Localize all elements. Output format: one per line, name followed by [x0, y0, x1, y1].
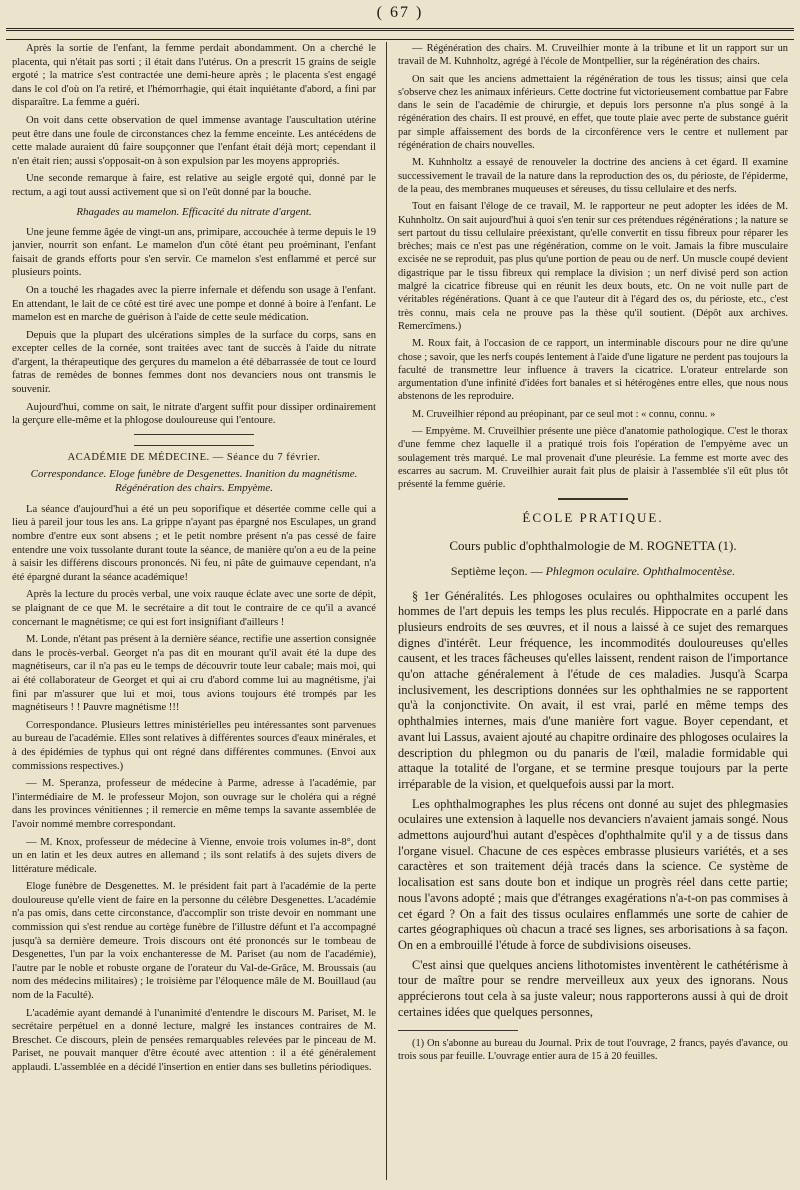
paragraph: M. Cruveilhier répond au préopinant, par ce seul mot : « connu, connu. »	[412, 408, 716, 420]
column-divider	[386, 42, 387, 1180]
paragraph: L'académie ayant demandé à l'unanimité d'entendre le discours M. Pariset, M. le secrétaire perpétuel en a donné lecture, malgré les instances contraires de M. Breschet. Ce discours, plein de pensées remarquables relevées par le pinceau de M. Pariset, ne pouvait manquer d'être écouté avec attention : il a été généralement applaudi. L'assemblée en a décidé l'insertion en entier dans ses bulletins périodiques.	[12, 1007, 376, 1073]
paragraph: On sait que les anciens admettaient la régénération de tous les tissus; ainsi que cela s'observe chez les animaux inférieurs. Cette doctrine fut victorieusement combattue par Fabre dans le sein de l'académie de chirurgie, et depuis lors personne n'a plus songé à la régénération des chairs. Il est prouvé, en effet, que toute plaie avec perte de substance guérit par simple affaissement des bords de la circonférence vers le centre et nullement par régénération de chairs nouvelles.	[398, 73, 788, 152]
page-number: ( 67 )	[376, 4, 424, 21]
paragraph: La séance d'aujourd'hui a été un peu soporifique et désertée comme celle qui a lieu à pareil jour tous les ans. La grippe n'ayant pas épargné nos Esculapes, un grand nombre d'entre eux sont absens ; et le petit nombre présent n'a pas cessé de faire entendre une voix tussolante durant toute la séance, de manière qu'on a eu de la peine à saisir les différens discours prononcés. Ni feu, ni pâte de guimauve cependant, n'a été épargné durant la séance académique!	[12, 503, 376, 583]
left-column	[12, 42, 376, 1182]
session-summary: Correspondance. Eloge funèbre de Desgenettes. Inanition du magnétisme. Régénération des chairs. Empyème.	[30, 467, 358, 494]
lecture-body	[398, 589, 788, 1021]
paragraph: Après la lecture du procès verbal, une voix rauque éclate avec une sorte de dépit, se plaignant de ce que M. le secrétaire a dit tout le contraire de ce qu'il a avancé concernant le magnétisme; ce qui est fort insignifiant d'ailleurs !	[12, 589, 376, 628]
paragraph: On voit dans cette observation de quel immense avantage l'auscultation utérine peut être dans une foule de circonstances chez la femme enceinte. Les antécédens de cette malade auraient dû faire soupçonner que l'enfant était déjà mort; cependant il n'en était rien; aussi s'opposait-on à son expulsion par les moyens appropriés.	[12, 114, 376, 167]
paragraph: Une seconde remarque à faire, est relative au seigle ergoté qui, donné par le rectum, a agi tout aussi activement que si on l'eût donné par la bouche.	[12, 173, 376, 198]
ornament-rule	[558, 498, 628, 500]
paragraph: — Empyème. M. Cruveilhier présente une pièce d'anatomie pathologique. C'est le thorax d'une femme chez laquelle il a pratiqué trois fois l'opération de l'empyème avec un soulagement très marqué. Le mal provenait d'une pleurésie. La femme est morte avec des escarres au sacrum. M. Cruveilhier aurait fait plus de plaisir à l'assemblée s'il eût plus tôt présenté la femme guérie.	[398, 426, 788, 491]
session-heading: ACADÉMIE DE MÉDECINE. — Séance du 7 février.	[67, 451, 321, 463]
paragraph: — M. Knox, professeur de médecine à Vienne, envoie trois volumes in-8°, dont un en latin et les deux autres en allemand ; ils sont relatifs à des sujets divers de littérature médicale.	[12, 836, 376, 875]
paragraph: C'est ainsi que quelques anciens lithotomistes inventèrent le cathétérisme à tour de maître pour se rendre merveilleux aux yeux des ignorans. Nous apprécierons tout cela à sa juste valeur; nous rapporterons aussi à qui de droit certaines idées que quelques personnes,	[398, 957, 788, 1019]
paragraph: M. Londe, n'étant pas présent à la dernière séance, rectifie une assertion consignée dans le procès-verbal. Georget n'a pas dit en mourant qu'il avait été la dupe des magnétiseurs, car il n'a pas eu le temps de découvrir toute leur cabale; mais moi, qui ai été collaborateur de Georget et qui ai cru d'abord comme lui au magnétisme, j'ai fini par m'assurer que lui et moi, tous avions toujours été trompés par les magnétiseurs ! ! Pauvre magnétisme !!!	[12, 634, 376, 714]
paragraph: — M. Speranza, professeur de médecine à Parme, adresse à l'académie, par l'intermédiaire de M. le professeur Mojon, son ouvrage sur le choléra qui a régné dans les provinces vénitiennes ; il remercie en même temps la savante assemblée de l'avoir nommé membre correspondant.	[12, 778, 376, 830]
paragraph: Depuis que la plupart des ulcérations simples de la surface du corps, sans en excepter celles de la cornée, sont traitées avec tant de succès à l'aide du nitrate d'argent, la thérapeutique des gerçures du mamelon a été débarrassée de tout ce lourd fatras de remèdes de bonnes femmes dont nos devanciers nous ont transmis le souvenir.	[12, 329, 376, 396]
paragraph: Après la sortie de l'enfant, la femme perdait abondamment. On a cherché le placenta, qui n'était pas sorti ; il était dans l'utérus. On a prescrit 15 grains de seigle ergoté ; la matrice s'est contractée une demi-heure après ; le placenta s'est engagé dans le col d'où on l'a retiré, et l'hémorrhagie, qui était inquiétante d'abord, a fini par disparaître. La femme a guéri.	[12, 43, 376, 109]
paragraph: Une jeune femme âgée de vingt-un ans, primipare, accouchée à terme depuis le 19 janvier, nourrit son enfant. Le mamelon d'un côté étant peu proéminant, l'enfant faisait de grands efforts pour s'en servir. Ce mamelon s'est enflammé et percé sur plusieurs points.	[12, 226, 376, 279]
paragraph: § 1er Généralités. Les phlogoses oculaires ou ophthalmites occupent les hommes de l'art depuis les temps les plus reculés. Hippocrate en a parlé dans plusieurs endroits de ses œuvres, et il nous a laissé à ce sujet des remarques dignes d'intérêt. Leur fréquence, les incommodités douloureuses qu'elles causent, et les traces fâcheuses qu'elles laissent, rendent raison de l'importance qu'on attache généralement à l'étude de ces maladies. Jusqu'à Scarpa inclusivement, les descriptions données sur les ophthalmies ne se rapportent qu'à la conjonctivite. On avait, il est vrai, parlé en même temps des ophthalmies internes, mais d'une manière fort vague. Boyer cependant, et avant lui Lassus, avaient ajouté au chapitre ordinaire des phlogoses oculaires la description du phlegmon ou du panaris de l'œil, maladie formidable qui attaque la totalité de l'organe, et se termine presque toujours par la perte irréparable de la vision, et quelquefois aussi par la mort.	[398, 588, 788, 791]
paragraph: Correspondance. Plusieurs lettres ministérielles peu intéressantes sont parvenues au bureau de l'académie. Elles sont relatives à différentes sources d'eaux minérales, et à des épidémies de typhus qui ont régné dans différentes communes. (Envoi aux commissions respectives.)	[12, 719, 376, 772]
paragraph: Aujourd'hui, comme on sait, le nitrate d'argent suffit pour dissiper ordinairement la gerçure elle-même et la phlogose douloureuse qui l'entoure.	[12, 401, 376, 427]
lecture-title	[398, 564, 788, 579]
paragraph: M. Kuhnholtz a essayé de renouveler la doctrine des anciens à cet égard. Il examine successivement le travail de la nature dans la reproduction des os, du périoste, de l'épiderme, de la peau, des membranes muqueuses et séreuses, du tissu cellulaire et des nerfs.	[398, 157, 788, 195]
paragraph: Eloge funèbre de Desgenettes. M. le président fait part à l'académie de la perte douloureuse qu'elle vient de faire en la personne du célèbre Desgenettes. L'académie n'a pas omis, dans cette circonstance, d'accomplir son triste devoir en nommant une commission qui s'est rendue au cortège funèbre de l'illustre défunt et l'a accompagné jusqu'à sa dernière demeure. Trois discours ont été prononcés sur le tombeau de Desgenettes, l'un par la voix enchanteresse de M. Pariset (au nom de l'académie), l'autre par le noble et robuste organe de l'orateur du Val-de-Grâce, M. Broussais (au nom des médecins militaires) ; le troisième par l'éloquence mâle de M. Bouillaud (au nom de la Faculté).	[12, 881, 376, 1002]
paragraph: Tout en faisant l'éloge de ce travail, M. le rapporteur ne peut adopter les idées de M. Kuhnholtz. On sait aujourd'hui à quoi s'en tenir sur ces prétendues régénérations ; la nature se sert partout du tissu cellulaire préexistant, qu'elle convertit en tissu fibreux pour réparer les brèches; mais ce n'est pas une régénération, comme on le voit. Jamais la fibre musculaire excisée ne se reproduit, pas plus qu'une portion de peau ou de nerf. Un muscle coupé devient digastrique par le tissu fibreux qui remplace la division ; un nerf divisé perd son action malgré la cicatrice fibreuse qui en réunit les deux bouts, etc. On ne voit nulle part de véritables régénérations. Quant à ce que l'auteur dit à l'égard des os, du périoste, etc., c'est très connu, mais cela ne prouve pas la thèse qu'il soutient. (Dépôt aux archives. Remercîmens.)	[398, 201, 788, 332]
paragraph: — Régénération des chairs. M. Cruveilhier monte à la tribune et lit un rapport sur un travail de M. Kuhnholtz, agrégé à l'école de Montpellier, sur la régénération des chairs.	[398, 43, 788, 68]
ornament-rule	[134, 434, 254, 446]
course-title: Cours public d'ophthalmologie de M. ROGNETTA (1).	[449, 537, 737, 553]
header-rule	[6, 28, 794, 40]
paragraph: Les ophthalmographes les plus récens ont donné au sujet des phlegmasies oculaires une extension à laquelle nos devanciers n'avaient jamais songé. Nous admettons aujourd'hui autant d'espèces d'ophthalmite qu'il y a de tissus dans l'organe visuel. Chacune de ces espèces embrasse plusieurs variétés, et a ses caractères et son traitement déjà tracés dans la science. Ce système de localisation est sans doute bon et indique un progrès réel dans cette partie; nous l'avons adopté ; mais que d'étranges exagérations n'a-t-on pas commises à cet égard ? On a fait des tissus oculaires enflammés une sorte de cahier de cartes géographiques où chacun a tracé ses lignes, ses arborisations à sa façon. On en a embrouillé l'étude à force de subdivisions oiseuses.	[398, 796, 788, 952]
footnote: (1) On s'abonne au bureau du Journal. Prix de tout l'ouvrage, 2 francs, payés d'avance, ou trois sous par feuille. L'ouvrage entier aura de 15 à 20 feuilles.	[398, 1038, 788, 1063]
paragraph: M. Roux fait, à l'occasion de ce rapport, un interminable discours pour ne dire qu'une chose ; savoir, que les nerfs coupés lentement à l'aide d'une ligature ne perdent pas toujours la faculté de transmettre leur influence à travers la cicatrice. L'orateur entrelarde son argumentation d'une infinité d'idées fort banales et si hétérogènes entre elles, que nous nous abstenons de les reproduire.	[398, 338, 788, 403]
section-title: ÉCOLE PRATIQUE.	[522, 509, 664, 525]
footnote-rule	[398, 1030, 518, 1031]
right-column	[398, 42, 788, 1182]
paragraph: On a touché les rhagades avec la pierre infernale et défendu son usage à l'enfant. En attendant, le lait de ce côté est tiré avec une pompe et donné à boire à l'enfant. Le mamelon est en marche de guérison à l'aide de cette seule médication.	[12, 284, 376, 324]
lecture-subject: Phlegmon oculaire. Ophthalmocentèse.	[545, 563, 736, 578]
lecture-number: Septième leçon. —	[450, 563, 543, 578]
article-heading: Rhagades au mamelon. Efficacité du nitrate d'argent.	[76, 205, 312, 218]
